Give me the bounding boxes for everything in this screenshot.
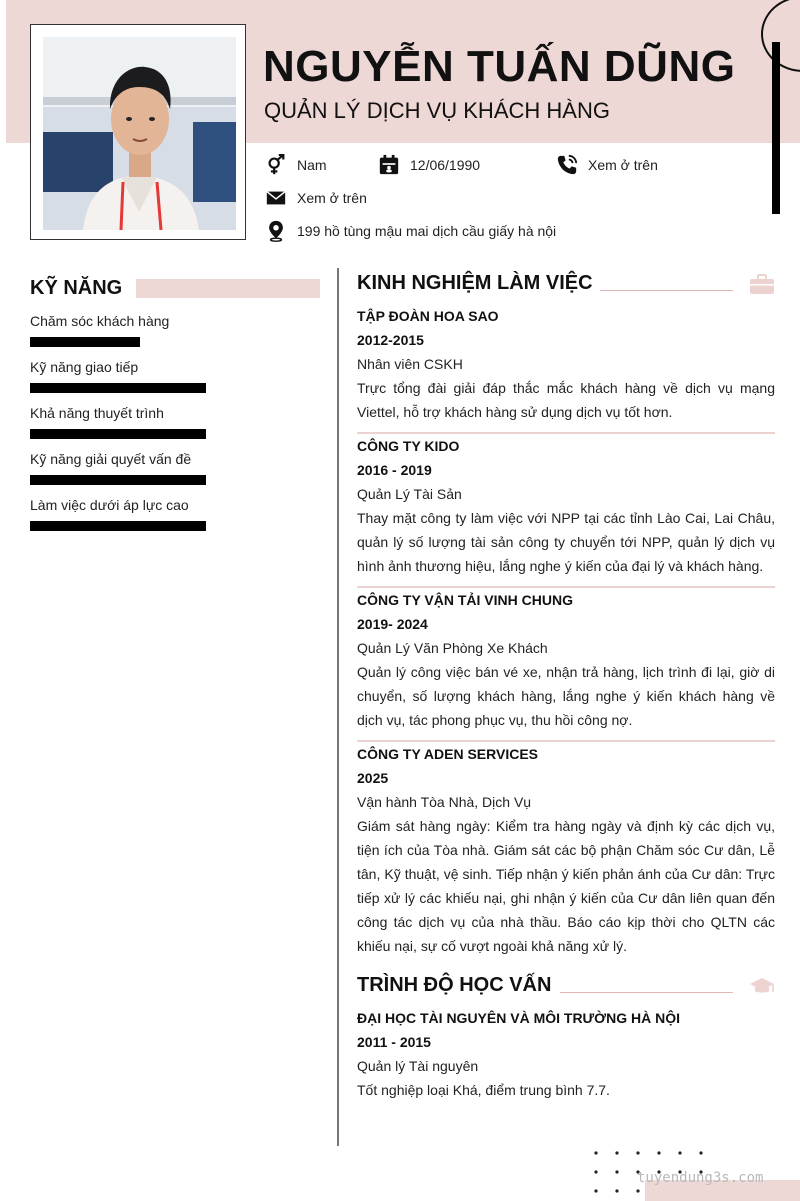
school-name: ĐẠI HỌC TÀI NGUYÊN VÀ MÔI TRƯỜNG HÀ NỘI — [357, 1010, 681, 1026]
calendar-icon — [378, 154, 400, 176]
job-description: Giám sát hàng ngày: Kiểm tra hàng ngày và định kỳ các dịch vụ, tiện ích của Tòa nhà. Giám sát các bộ phận Chăm sóc Cư dân, Lễ tân, Kỹ thuật, vệ sinh. Tiếp nhận ý kiến phản ánh của Cư dân: Trực tiếp xử lý các khiếu nại, ghi nhận ý kiến của Cư dân liên quan đến công tác dịch vụ của nhà thầu. Báo cáo kịp thời cho QLTN các khiếu nại, sự cố vượt ngoài khả năng xử lý. — [357, 818, 775, 954]
experience-entry — [357, 588, 775, 732]
avatar — [43, 37, 236, 230]
briefcase-icon — [749, 273, 775, 295]
job-role: Nhân viên CSKH — [357, 356, 463, 372]
company-name: CÔNG TY ADEN SERVICES — [357, 746, 539, 762]
skills-title: KỸ NĂNG — [30, 277, 123, 299]
skill-level-bar — [30, 383, 206, 393]
job-description: Thay mặt công ty làm việc với NPP tại các tỉnh Lào Cai, Lai Châu, quản lý số lượng tài sản công ty chuyển tới NPP, quản lý dịch vụ hình ảnh thương hiệu, lắng nghe ý kiến của đại lý và khách hàng. — [357, 510, 775, 574]
skill-item — [30, 404, 230, 439]
education-description: Tốt nghiệp loại Khá, điểm trung bình 7.7. — [357, 1082, 610, 1098]
address-value: 199 hồ tùng mậu mai dịch cầu giấy hà nội — [297, 223, 557, 239]
info-phone — [556, 154, 658, 176]
info-gender — [265, 154, 327, 176]
experience-title-line — [600, 290, 733, 291]
phone-value: Xem ở trên — [588, 157, 658, 173]
graduation-cap-icon — [749, 975, 775, 997]
watermark: tuyendung3s.com — [637, 1170, 764, 1186]
skill-label: Làm việc dưới áp lực cao — [30, 497, 189, 513]
skill-item — [30, 496, 230, 531]
skill-label: Kỹ năng giao tiếp — [30, 359, 139, 375]
study-period: 2011 - 2015 — [357, 1034, 431, 1050]
skill-level-bar — [30, 337, 140, 347]
skill-label: Kỹ năng giải quyết vấn đề — [30, 451, 192, 467]
company-name: CÔNG TY VẬN TẢI VINH CHUNG — [357, 592, 573, 608]
photo-frame — [30, 24, 246, 240]
experience-entry — [357, 434, 775, 578]
profile-photo — [43, 37, 236, 230]
info-address — [265, 220, 556, 242]
info-birthday — [378, 154, 480, 176]
skill-label: Khả năng thuyết trình — [30, 405, 164, 421]
education-title-line — [560, 992, 733, 993]
experience-entry — [357, 304, 775, 424]
skill-item — [30, 312, 230, 347]
experience-title: KINH NGHIỆM LÀM VIỆC — [357, 272, 593, 294]
gender-value: Nam — [297, 157, 327, 173]
company-name: CÔNG TY KIDO — [357, 438, 460, 454]
education-entry — [357, 1006, 775, 1102]
skill-item — [30, 450, 230, 485]
decorative-bar — [772, 42, 780, 214]
work-period: 2016 - 2019 — [357, 462, 432, 478]
birthday-value: 12/06/1990 — [410, 157, 481, 173]
location-pin-icon — [265, 220, 287, 242]
skill-level-bar — [30, 475, 206, 485]
work-period: 2025 — [357, 770, 389, 786]
job-role: Vận hành Tòa Nhà, Dịch Vụ — [357, 794, 532, 810]
job-description: Trực tổng đài giải đáp thắc mắc khách hàng về dịch vụ mạng Viettel, hỗ trợ khách hàng sử dụng dịch vụ tốt hơn. — [357, 380, 775, 420]
work-period: 2012-2015 — [357, 332, 424, 348]
info-email — [265, 187, 367, 209]
work-period: 2019- 2024 — [357, 616, 428, 632]
gender-icon — [265, 154, 287, 176]
job-role: Quản Lý Tài Sản — [357, 486, 462, 502]
email-icon — [265, 187, 287, 209]
job-description: Quản lý công việc bán vé xe, nhận trả hàng, lịch trình đi lại, giờ di chuyển, số lượng khách hàng, lắng nghe ý kiến khách hàng về dịch vụ, tác phong phục vụ, thu hồi công nợ. — [357, 664, 775, 728]
skill-level-bar — [30, 521, 206, 531]
candidate-position: QUẢN LÝ DỊCH VỤ KHÁCH HÀNG — [264, 98, 610, 123]
email-value: Xem ở trên — [297, 190, 367, 206]
experience-entry — [357, 742, 775, 958]
education-title: TRÌNH ĐỘ HỌC VẤN — [357, 974, 552, 996]
company-name: TẬP ĐOÀN HOA SAO — [357, 308, 499, 324]
skills-title-accent — [136, 279, 320, 298]
job-role: Quản Lý Văn Phòng Xe Khách — [357, 640, 548, 656]
column-divider — [337, 268, 339, 1146]
phone-icon — [556, 154, 578, 176]
skill-label: Chăm sóc khách hàng — [30, 313, 170, 329]
skill-level-bar — [30, 429, 206, 439]
skill-item — [30, 358, 230, 393]
major: Quản lý Tài nguyên — [357, 1058, 479, 1074]
candidate-name: NGUYỄN TUẤN DŨNG — [263, 42, 736, 91]
